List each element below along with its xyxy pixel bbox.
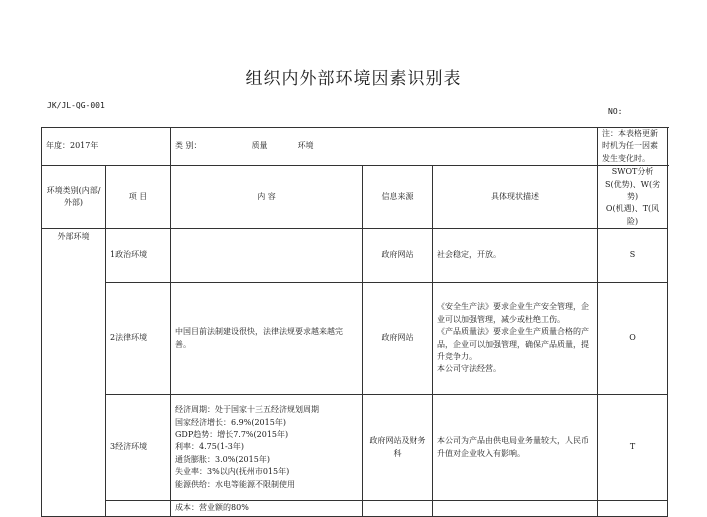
swot-cell: S bbox=[598, 229, 668, 283]
table-row-economic bbox=[42, 395, 668, 501]
content-line: 利率：4.75(1-3年) bbox=[175, 442, 244, 452]
item-cell bbox=[106, 501, 171, 517]
item-cell: 3经济环境 bbox=[106, 395, 171, 501]
external-environment-cell: 外部环境 bbox=[42, 229, 106, 517]
content-line: 经济周期：处于国家十三五经济规划周期 bbox=[175, 405, 320, 415]
content-line: 失业率：3%以内(抚州市015年) bbox=[175, 467, 290, 477]
environment-factor-table bbox=[41, 127, 668, 517]
content-line: 通货膨胀：3.0%(2015年) bbox=[175, 454, 270, 464]
table-row-legal bbox=[42, 283, 668, 395]
content-line: 能源供给：水电等能源不限制使用 bbox=[175, 479, 296, 489]
swot-cell bbox=[598, 501, 668, 517]
description-cell bbox=[433, 283, 598, 395]
category-environment: 环境 bbox=[297, 141, 314, 151]
content-line: 国家经济增长：6.9%(2015年) bbox=[175, 417, 286, 427]
col-description: 具体现状描述 bbox=[433, 166, 598, 229]
swot-line: S(优势)、W(劣势) bbox=[605, 179, 661, 201]
description-cell bbox=[433, 501, 598, 517]
document-code: JK/JL-QG-001 bbox=[47, 101, 105, 110]
source-cell: 政府网站 bbox=[363, 229, 433, 283]
table-row-political bbox=[42, 229, 668, 283]
content-cell: 中国目前法制建设很快，法律法规要求越来越完善。 bbox=[171, 283, 363, 395]
swot-cell: O bbox=[598, 283, 668, 395]
col-content: 内 容 bbox=[171, 166, 363, 229]
page-title: 组织内外部环境因素识别表 bbox=[245, 69, 462, 89]
category-cell bbox=[171, 128, 598, 166]
item-cell: 2法律环境 bbox=[106, 283, 171, 395]
table-row-cost bbox=[42, 501, 668, 517]
category-label: 类 别： bbox=[175, 141, 202, 151]
info-row bbox=[42, 128, 668, 166]
col-item: 项 目 bbox=[106, 166, 171, 229]
col-source: 信息来源 bbox=[363, 166, 433, 229]
content-cell bbox=[171, 395, 363, 501]
description-line: 《产品质量法》要求企业生产质量合格的产品，企业可以加强管理，确保产品质量，提升竞争力。 bbox=[437, 327, 590, 362]
description-line: 本公司守法经营。 bbox=[437, 364, 502, 374]
note-cell: 注：本表格更新时机为任一因素发生变化时。 bbox=[598, 128, 668, 166]
source-cell: 政府网站及财务科 bbox=[363, 395, 433, 501]
year-cell: 年度：2017年 bbox=[42, 128, 171, 166]
description-cell: 本公司为产品由供电局业务量较大，人民币升值对企业收入有影响。 bbox=[433, 395, 598, 501]
description-line: 《安全生产法》要求企业生产安全管理，企业可以加强管理，减少或杜绝工伤。 bbox=[437, 302, 590, 324]
content-cell bbox=[171, 229, 363, 283]
item-cell: 1政治环境 bbox=[106, 229, 171, 283]
category-quality: 质量 bbox=[251, 141, 268, 151]
number-label: NO: bbox=[608, 107, 623, 116]
col-swot bbox=[598, 166, 668, 229]
header-row bbox=[42, 166, 668, 229]
description-cell: 社会稳定，开放。 bbox=[433, 229, 598, 283]
source-cell bbox=[363, 501, 433, 517]
source-cell: 政府网站 bbox=[363, 283, 433, 395]
swot-line: O(机遇)、T(风险) bbox=[605, 204, 660, 226]
content-line: GDP趋势：增长7.7%(2015年) bbox=[175, 430, 289, 440]
col-env-category: 环境类别(内部/外部) bbox=[42, 166, 106, 229]
swot-cell: T bbox=[598, 395, 668, 501]
content-cell: 成本：营业额的80% bbox=[171, 501, 363, 517]
swot-line: SWOT分析 bbox=[611, 167, 654, 177]
